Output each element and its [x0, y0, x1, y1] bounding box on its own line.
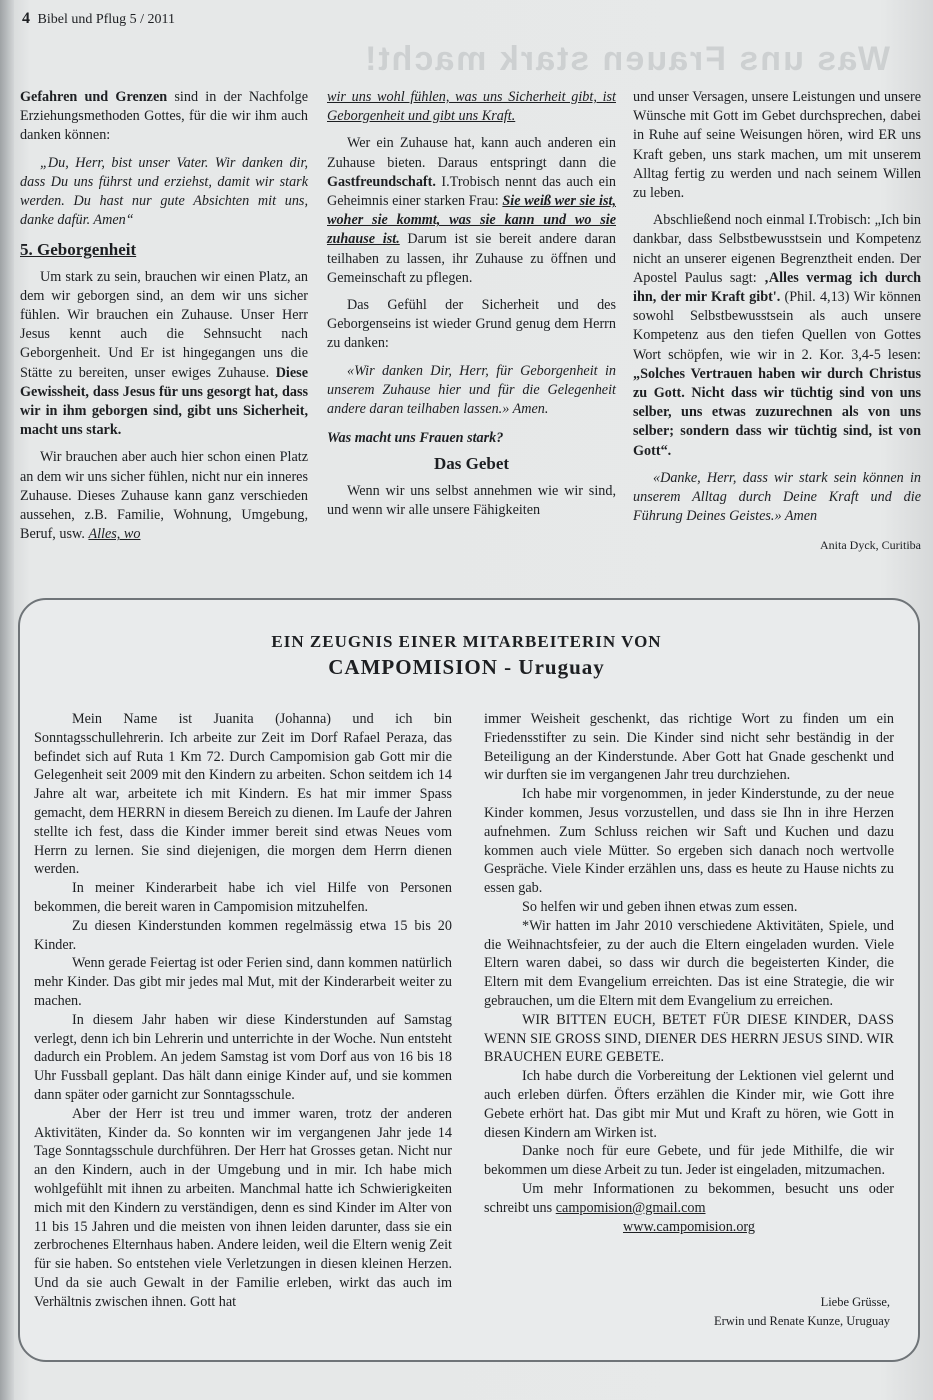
- paragraph-bold: Gastfreundschaft.: [327, 173, 436, 190]
- paragraph-gebet: Wenn wir uns selbst annehmen wie wir sind, und wenn wir alle unsere Fähigkeiten: [327, 482, 616, 518]
- testimony-paragraph: In meiner Kinderarbeit habe ich viel Hilfe von Personen bekommen, die bereit waren in Campomision mitzuhelfen.: [34, 880, 452, 915]
- paragraph-sicherheit: Das Gefühl der Sicherheit und des Geborgenseins ist wieder Grund genug dem Herrn zu danken:: [327, 297, 616, 352]
- article-column-2: [327, 88, 616, 528]
- section-question: Was macht uns Frauen stark?: [327, 430, 504, 447]
- sender-names: Erwin und Renate Kunze, Uruguay: [714, 1314, 890, 1328]
- continued-text: und unser Versagen, unsere Leistungen und unsere Wünsche mit Gott im Gebet durchsprechen, dabei in Ruhe auf seine Weisungen hören, wird ER uns Kraft geben, uns stark machen, um mit unserem Alltag fertig zu werden und nach seinem Willen zu leben.: [633, 89, 921, 202]
- prayer-quote-1: „Du, Herr, bist unser Vater. Wir danken dir, dass Du uns führst und erziehst, damit wir stark werden. Du hast nur gute Absichten mit uns, danke dafür. Amen“: [20, 154, 308, 229]
- paragraph-trobisch: [633, 211, 921, 461]
- contact-paragraph: [484, 1180, 894, 1218]
- testimony-paragraph: Ich habe durch die Vorbereitung der Lektionen viel gelernt und auch erleben dürfen. Öfters erzählen die Kinder mir, wie Gott ihre Gebete erhört hat. Das gibt mir Mut und Kraft zu hören, wie Gott in diesen Kindern am Wirken ist.: [484, 1068, 894, 1141]
- underlined-italic-text: Alles, wo: [88, 526, 141, 543]
- paragraph-gastfreundschaft: [327, 134, 616, 288]
- page-header: [22, 10, 175, 28]
- section-heading-gebet: Das Gebet: [433, 454, 510, 474]
- paragraph-text: Darum ist sie bereit andere daran teilhaben zu lassen, ihr Zuhause zu öffnen und Gemeinschaft zu pflegen.: [327, 231, 617, 286]
- journal-title: Bibel und Pflug 5 / 2011: [37, 12, 176, 27]
- testimony-paragraph: Mein Name ist Juanita (Johanna) und ich bin Sonntagsschullehrerin. Ich arbeite zur Zeit im Dorf Rafael Peraza, das befindet sich auf Ruta 1 Km 72. Durch Campomision gab Gott mir die Gelegenheit seit 2009 mit den Kindern zu arbeiten. Schon seitdem ich 14 Jahre alt war, arbeitete ich mit Kindern. Es hat mir immer Spass gemacht, dem HERRN in diesem Bereich zu dienen. Im Laufe der Jahren stellte ich fest, dass die Kinder immer bereit sind etwas Neues vom Herrn zu lernen. Sie sind diejenigen, die morgen dem Herrn dienen werden.: [34, 711, 452, 878]
- testimony-paragraph: *Wir hatten im Jahr 2010 verschiedene Aktivitäten, Spiele, und die Weihnachtsfeier, zu der auch die Eltern eingeladen wurden. Viele Eltern waren dabei, so dass wir durch die begeisterten Kinder, die Eltern mit dem Evangelium erreichten. Das ist eine Strategie, die wir gebrauchen, um die Eltern mit dem Evangelium zu erreichen.: [484, 917, 894, 1009]
- continued-text: [327, 88, 616, 126]
- testimony-paragraph: In diesem Jahr haben wir diese Kinderstunden auf Samstag verlegt, denn ich bin Lehrerin und unterrichte in der Woche. Nun entsteht dadurch ein Problem. An jedem Samstag ist vom Dorf aus von 16 bis 18 Uhr Fussball geplant. Das hält dann einige Kinder auf, und sie kommen dann später oder garnicht zur Sonntagsschule.: [34, 1011, 452, 1103]
- article-column-1: [20, 88, 308, 552]
- article-column-3: [633, 88, 921, 556]
- contact-text: Um mehr Informationen zu bekommen, besucht uns oder schreibt uns: [484, 1180, 894, 1216]
- prayer-quote-2: «Wir danken Dir, Herr, für Geborgenheit in unserem Zuhause hier und für die Gelegenheit andere daran teilhaben lassen.» Amen.: [327, 362, 616, 418]
- testimony-column-right: [484, 710, 894, 1236]
- intro-bold: Gefahren und Grenzen: [20, 89, 168, 105]
- testimony-title: EIN ZEUGNIS EINER MITARBEITERIN VON: [271, 632, 662, 651]
- paragraph-zuhause: [20, 448, 308, 544]
- paragraph-text: Wer ein Zuhause hat, kann auch anderen ein Zuhause bieten. Daraus entspringt dann die: [327, 135, 616, 171]
- paragraph-text: Um stark zu sein, brauchen wir einen Platz, an dem wir geborgen sind, an dem wir uns sicher fühlen. Wir brauchen ein Zuhause. Unser Herr Jesus kennt auch die Sehnsucht nach Geborgenheit. Und Er ist hingegangen uns die Stätte zu bereiten, unser ewiges Zuhause.: [20, 268, 308, 381]
- testimony-paragraph: Wenn gerade Feiertag ist oder Ferien sind, dann kommen natürlich mehr Kinder. Das gibt mir jedes mal Mut, mit der Kinderarbeit weiter zu machen.: [34, 955, 452, 1009]
- website-paragraph: [484, 1218, 894, 1237]
- page-number: 4: [22, 10, 30, 27]
- testimony-paragraph: Danke noch für eure Gebete, und für jede Mithilfe, die wir bekommen um diese Arbeit zu tun. Jeder ist eingeladen, mitzumachen.: [484, 1143, 894, 1179]
- prayer-quote-3: «Danke, Herr, dass wir stark sein können in unserem Alltag durch Deine Kraft und die Führung Deines Geistes.» Amen: [633, 469, 921, 525]
- author-signature: Anita Dyck, Curitiba: [820, 538, 921, 553]
- bold-quote: ‚Alles vermag ich durch ihn, der mir Kraft gibt'.: [633, 269, 921, 306]
- email-link[interactable]: campomision@gmail.com: [555, 1199, 706, 1216]
- bold-underlined-text: Sie weiß wer sie ist, woher sie kommt, was sie kann und wo sie zuhause ist.: [327, 193, 616, 248]
- paragraph-text: Abschließend noch einmal I.Trobisch: „Ich bin dankbar, dass Selbstbewusstsein und Kompetenz nicht an unserer eigenen Begrenztheit enden. Der Apostel Paulus sagt:: [633, 212, 921, 286]
- bold-quote: „Solches Vertrauen haben wir durch Christus zu Gott. Nicht dass wir tüchtig sind von uns selber, uns etwas zuzurechnen als von uns selber; sondern dass wir tüchtig sind, ist von Gott“.: [633, 365, 921, 459]
- intro-paragraph: [20, 88, 308, 146]
- testimony-paragraph: immer Weisheit geschenkt, das richtige Wort zu finden um ein Friedensstifter zu sein. Die Kinder sind nicht sehr beständig in der Beteiligung an der Kinderstunde. Aber Gott hat Gnade geschenkt und wir durften sie im vergangenen Jahr treu durchziehen.: [484, 711, 894, 784]
- greeting-line: Liebe Grüsse,: [820, 1295, 890, 1309]
- testimony-paragraph: So helfen wir und geben ihnen etwas zum essen.: [522, 898, 798, 915]
- website-link[interactable]: www.campomision.org: [622, 1218, 755, 1235]
- closing-greeting: [600, 1293, 890, 1331]
- paragraph-text: I.Trobisch nennt das auch ein Geheimnis einer starken Frau:: [327, 173, 616, 210]
- section-heading-geborgenheit: 5. Geborgenheit: [20, 240, 137, 260]
- testimony-subtitle: CAMPOMISION - Uruguay: [328, 655, 605, 679]
- paragraph-geborgenheit: [20, 268, 308, 441]
- testimony-paragraph: Aber der Herr ist treu und immer waren, trotz der anderen Aktivitäten, Kinder da. So konnten wir im vergangenen Jahr jede 14 Tage Sonntagsschule durchführen. Der Herr hat Grosses getan. Nicht nur an den Kindern, auch in der Umgebung und in mir. Ich habe mich wohlgefühlt mit ihnen zu arbeiten. Manchmal hatte ich Schwierigkeiten mich mit den Kindern zu verständigen, denn es sind Kinder im Alter von 11 bis 15 Jahren und die meisten von ihnen leiden darunter, dass sie ein zerbrochenes Elternhaus haben. Andere leiden, weil die Eltern wenig Zeit für sie haben. So entstehen viele Verletzungen in diesen kleinen Herzen. Und da sie auch Gewalt in der Familie erleben, wirkt das auch im Verhältnis zwischen ihnen. Gott hat: [34, 1105, 452, 1310]
- bleed-through-title: Was uns Frauen stark macht!: [363, 40, 890, 78]
- page-spine-shadow: [0, 0, 14, 1400]
- paragraph-text: Wir brauchen aber auch hier schon einen Platz an dem wir uns sicher fühlen, nicht nur ein inneres Zuhause. Dieses Zuhause kann ganz verschieden aussehen, z.B. Familie, Wohnung, Umgebung, Beruf, usw.: [20, 449, 308, 543]
- prayer-request: WIR BITTEN EUCH, BETET FÜR DIESE KINDER, DASS WENN SIE GROSS SIND, DIENER DES HERRN JESUS SIND. WIR BRAUCHEN EURE GEBETE.: [484, 1011, 894, 1066]
- intro-text: sind in der Nachfolge Erziehungsmethoden Gottes, für die wir ihm auch danken können:: [20, 89, 308, 144]
- testimony-column-left: [34, 710, 452, 1312]
- testimony-paragraph: Zu diesen Kinderstunden kommen regelmässig etwa 15 bis 20 Kinder.: [34, 917, 452, 953]
- paragraph-bold: Diese Gewissheit, dass Jesus für uns gesorgt hat, dass wir in ihm geborgen sind, gibt uns Sicherheit, macht uns stark.: [20, 364, 308, 439]
- underlined-italic-text: wir uns wohl fühlen, was uns Sicherheit gibt, ist Geborgenheit und gibt uns Kraft.: [327, 89, 616, 125]
- testimony-paragraph: Ich habe mir vorgenommen, in jeder Kinderstunde, zu der neue Kinder kommen, Jesus vorzustellen, und dass sie Ihn in ihre Herzen aufnehmen. Zum Schluss reichen wir Saft und Kuchen und dazu kommen auch viele Mütter. So ergeben sich danach noch wertvolle Gespräche. Viele Kinder erzählen uns, dass es heute zu Hause nichts zu essen gab.: [484, 786, 894, 897]
- paragraph-text: (Phil. 4,13) Wir können sowohl Selbstbewusstsein als auch unsere Kompetenz aus den tiefen Quellen von Gottes Wort schöpfen, wie wir in 2. Kor. 3,4-5 lesen:: [633, 289, 921, 363]
